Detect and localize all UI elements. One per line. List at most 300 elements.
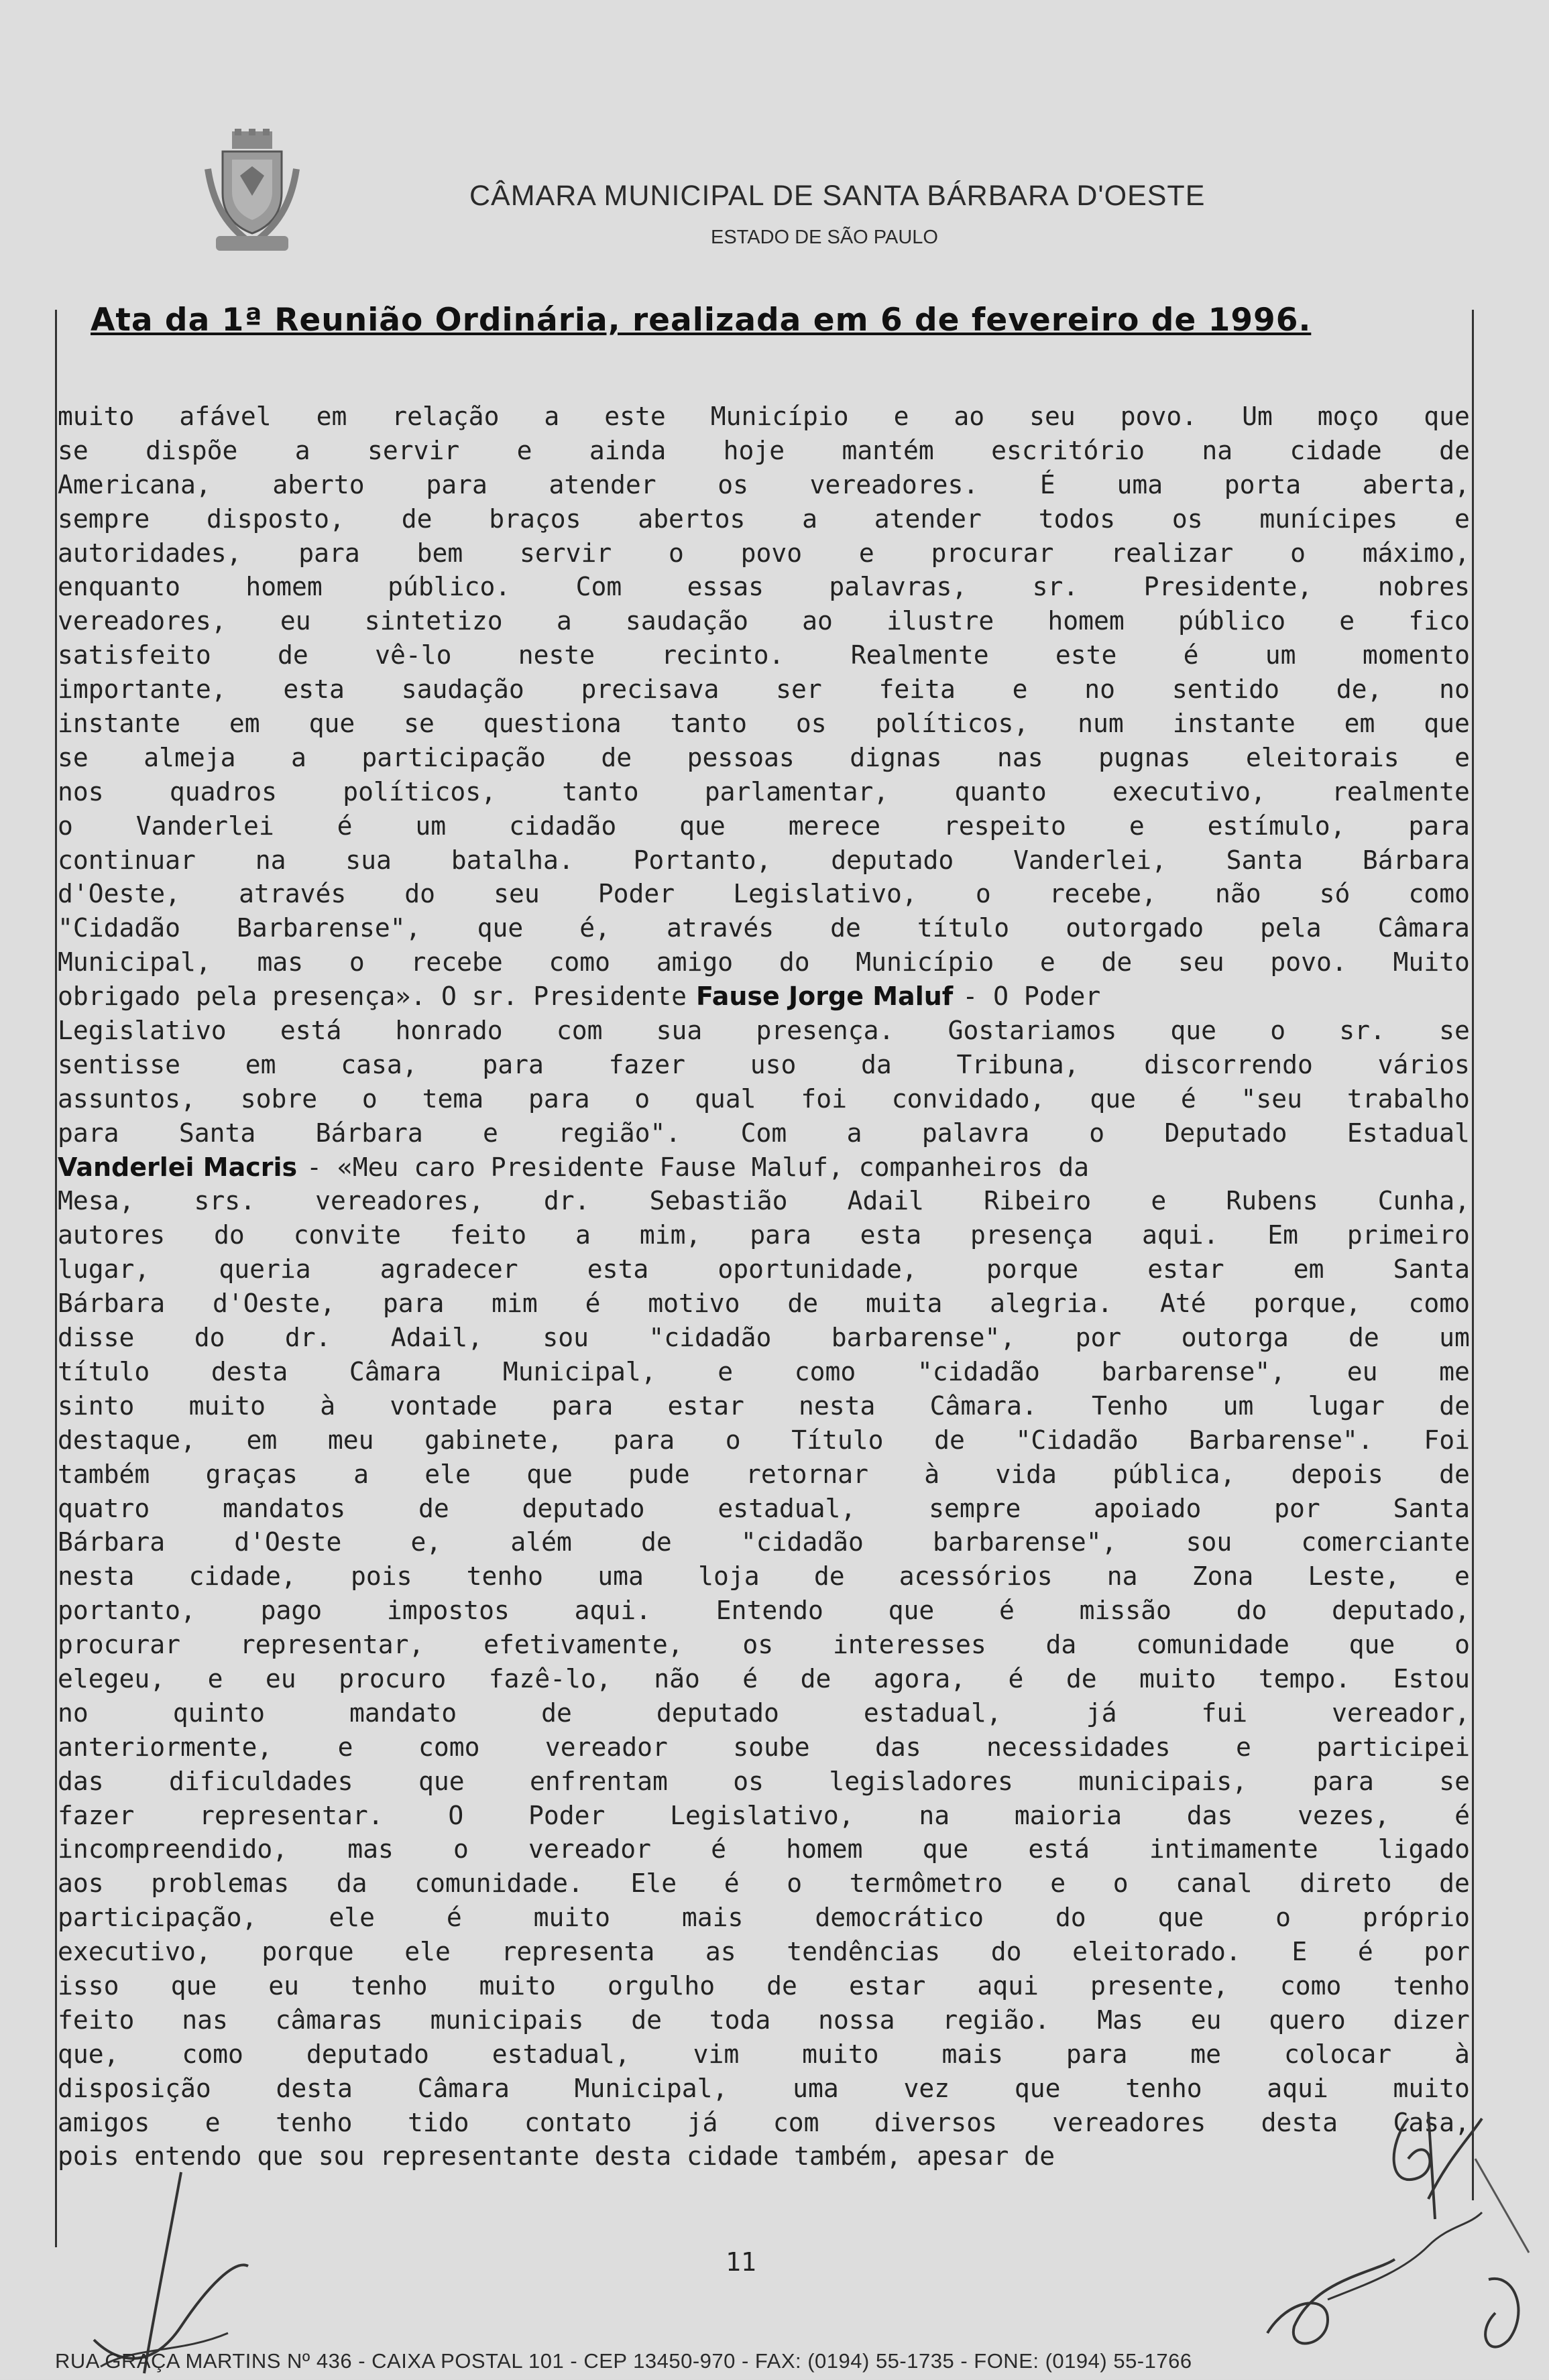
word: pois — [350, 1561, 412, 1592]
word: que, — [58, 2039, 119, 2069]
word: que — [170, 1970, 217, 2001]
word: não — [654, 1663, 700, 1693]
word: pago — [260, 1596, 323, 1626]
word: região". — [558, 1118, 681, 1148]
word: para — [58, 1118, 119, 1148]
word: intimamente — [1149, 1834, 1318, 1864]
word: relação — [392, 402, 500, 431]
word: está — [1028, 1834, 1090, 1864]
word: num — [1078, 709, 1124, 739]
word: é — [1180, 1083, 1196, 1114]
word: Bárbara — [58, 1289, 166, 1319]
word: Barbarense". — [1189, 1425, 1373, 1455]
word: de — [800, 1663, 831, 1693]
body-line — [58, 672, 1470, 707]
body-line — [58, 911, 1470, 945]
word: que — [1090, 1083, 1136, 1114]
word: mantém — [842, 435, 934, 465]
word: Até — [1160, 1289, 1206, 1319]
word: agora, — [873, 1663, 966, 1693]
word: Municipal, — [58, 947, 211, 977]
word: necessidades — [986, 1732, 1171, 1762]
word: por — [1075, 1323, 1122, 1353]
word: dr. — [284, 1323, 331, 1353]
word: satisfeito — [58, 640, 211, 670]
word: vereadores, — [315, 1186, 484, 1216]
body-line — [58, 775, 1470, 809]
word: que — [679, 811, 726, 841]
word: estímulo, — [1207, 811, 1346, 841]
word: mandato — [349, 1698, 457, 1728]
word: porque, — [1253, 1289, 1361, 1319]
minutes-body — [58, 400, 1470, 2174]
word: Casa, — [1393, 2107, 1470, 2137]
word: tenho — [351, 1970, 428, 2001]
word: o — [668, 538, 684, 568]
body-line — [58, 741, 1470, 775]
word: procuro — [339, 1663, 447, 1693]
word: para — [426, 469, 487, 499]
word: palavras, — [829, 572, 968, 602]
word: no — [58, 1698, 89, 1728]
word: nas — [996, 742, 1043, 772]
word: na — [919, 1800, 950, 1830]
word: homem — [1047, 606, 1125, 636]
word: amigo — [656, 947, 734, 977]
word: o — [1290, 538, 1306, 568]
word: o — [1270, 1016, 1286, 1046]
word: a — [846, 1118, 862, 1148]
word: missão — [1079, 1596, 1171, 1626]
word: Bárbara — [58, 1527, 166, 1557]
word: dizer — [1393, 2005, 1470, 2035]
body-line — [58, 1389, 1470, 1423]
word: Um — [1242, 402, 1273, 431]
word: que — [1424, 709, 1470, 739]
word: legisladores — [829, 1766, 1013, 1796]
word: à — [1454, 2039, 1470, 2069]
word: abertos — [638, 503, 746, 534]
word: é — [724, 1868, 740, 1899]
word: E — [1292, 1937, 1308, 1967]
word: Legislativo, — [670, 1800, 854, 1830]
word: Poder — [597, 879, 675, 909]
word: mais — [941, 2039, 1003, 2069]
word: uma — [793, 2073, 839, 2103]
word: pugnas — [1098, 742, 1191, 772]
word: da — [861, 1049, 892, 1079]
word: Poder — [528, 1800, 606, 1830]
word: mas — [347, 1834, 394, 1864]
word: das — [1186, 1800, 1233, 1830]
word: elegeu, — [58, 1663, 166, 1693]
word: também — [58, 1459, 150, 1489]
word: em — [1293, 1254, 1324, 1285]
word: em — [229, 709, 260, 739]
word: Barbarense", — [237, 913, 421, 943]
word: sinto — [58, 1390, 135, 1421]
word: região. — [942, 2005, 1050, 2035]
word: que — [418, 1766, 465, 1796]
word: atender — [874, 503, 982, 534]
word: Mas — [1097, 2005, 1143, 2035]
word: comunidade. — [414, 1868, 583, 1899]
word: eu — [268, 1970, 300, 2001]
word: de — [631, 2005, 662, 2035]
word: sempre — [929, 1493, 1021, 1523]
word: sua — [345, 845, 392, 875]
word: disposição — [58, 2073, 211, 2103]
page-number: 11 — [726, 2247, 756, 2277]
word: braços — [489, 503, 581, 534]
body-line — [58, 1765, 1470, 1799]
word: deputado, — [1332, 1596, 1470, 1626]
word: e — [205, 2107, 221, 2137]
word: Leste, — [1308, 1561, 1400, 1592]
word: só — [1319, 879, 1351, 909]
body-line — [58, 979, 1470, 1014]
word: de — [813, 1561, 845, 1592]
word: de — [1439, 1868, 1470, 1899]
word: é — [1454, 1800, 1470, 1830]
word: é — [446, 1903, 462, 1933]
word: acessórios — [899, 1561, 1053, 1592]
word: e — [718, 1356, 734, 1386]
word: tenho — [1393, 1970, 1470, 2001]
word: público. — [388, 572, 511, 602]
word: ao — [954, 402, 985, 431]
word: de — [418, 1493, 449, 1523]
word: representar, — [239, 1630, 424, 1660]
word: estadual, — [718, 1493, 856, 1523]
word: na — [1106, 1561, 1138, 1592]
word: muito — [188, 1390, 266, 1421]
word: de — [934, 1425, 965, 1455]
word: como — [418, 1732, 480, 1762]
word: bem — [416, 538, 463, 568]
word: desta — [1261, 2107, 1338, 2137]
word: a — [353, 1459, 369, 1489]
word: de — [830, 913, 861, 943]
word: através — [239, 879, 347, 909]
word: nossa — [818, 2005, 895, 2035]
word: ligado — [1377, 1834, 1470, 1864]
body-line — [58, 1525, 1470, 1559]
word: este — [1055, 640, 1117, 670]
word: se — [58, 435, 89, 465]
word: de — [1349, 1323, 1379, 1353]
word: Em — [1267, 1220, 1298, 1250]
word: Santa — [1393, 1254, 1470, 1285]
word: do — [1236, 1596, 1267, 1626]
word: canal — [1175, 1868, 1253, 1899]
word: se — [1439, 1016, 1470, 1046]
word: a — [556, 606, 572, 636]
word: nesta — [58, 1561, 135, 1592]
word: batalha. — [451, 845, 574, 875]
word: autoridades, — [58, 538, 242, 568]
word: quero — [1269, 2005, 1346, 2035]
word: eu — [265, 1663, 296, 1693]
word: continuar — [58, 845, 196, 875]
word: Município — [856, 947, 994, 977]
institution-name: CÂMARA MUNICIPAL DE SANTA BÁRBARA D'OESTE — [469, 180, 1206, 212]
body-line — [58, 1218, 1470, 1252]
word: vim — [693, 2039, 740, 2069]
word: que — [888, 1596, 935, 1626]
word: Santa — [1393, 1493, 1470, 1523]
word: mim, — [639, 1220, 701, 1250]
word: d'Oeste — [234, 1527, 342, 1557]
word: parlamentar, — [704, 776, 889, 807]
word: dificuldades — [169, 1766, 353, 1796]
word: de — [640, 1527, 672, 1557]
word: Realmente — [850, 640, 989, 670]
word: importante, — [58, 674, 227, 705]
word: do — [214, 1220, 245, 1250]
body-line-last: pois entendo que sou representante desta cidade também, apesar de — [58, 2141, 1055, 2171]
word: os — [1171, 503, 1203, 534]
word: para — [613, 1425, 675, 1455]
word: Câmara — [417, 2073, 510, 2103]
word: meu — [327, 1425, 374, 1455]
word: estar — [1147, 1254, 1224, 1285]
word: muito — [479, 1970, 556, 2001]
word: com — [772, 2107, 819, 2137]
word: mas — [257, 947, 304, 977]
word: das — [58, 1766, 104, 1796]
word: Foi — [1424, 1425, 1470, 1455]
word: de — [766, 1970, 797, 2001]
word: e — [1454, 503, 1470, 534]
word: por — [1274, 1493, 1320, 1523]
word: é — [742, 1663, 758, 1693]
body-line — [58, 1799, 1470, 1833]
word: e — [893, 402, 909, 431]
word: escritório — [991, 435, 1145, 465]
word: sr. — [1339, 1016, 1385, 1046]
word: ele — [424, 1459, 471, 1489]
word: se — [58, 742, 89, 772]
word: vereador, — [1332, 1698, 1470, 1728]
word: feita — [878, 674, 956, 705]
body-line — [58, 1457, 1470, 1492]
word: me — [1439, 1356, 1470, 1386]
word: aqui — [977, 1970, 1039, 2001]
word: convidado, — [891, 1083, 1045, 1114]
word: que — [477, 913, 524, 943]
body-line — [58, 877, 1470, 911]
word: esta — [283, 674, 345, 705]
word: em — [316, 402, 347, 431]
word: um — [1265, 640, 1296, 670]
word: está — [280, 1016, 342, 1046]
word: com — [556, 1016, 603, 1046]
word: porta — [1224, 469, 1302, 499]
word: casa, — [341, 1049, 418, 1079]
word: termômetro — [849, 1868, 1003, 1899]
word: democrático — [815, 1903, 984, 1933]
word: motivo — [648, 1289, 740, 1319]
word: porque — [986, 1254, 1079, 1285]
word: participação, — [58, 1903, 257, 1933]
word: fui — [1201, 1698, 1248, 1728]
word: Câmara — [349, 1356, 442, 1386]
body-line — [58, 2003, 1470, 2037]
word: um — [415, 811, 447, 841]
word: questiona — [483, 709, 622, 739]
word: de — [1066, 1663, 1097, 1693]
word: e — [1339, 606, 1355, 636]
word: já — [1086, 1698, 1117, 1728]
word: dr. — [543, 1186, 590, 1216]
word: ao — [802, 606, 833, 636]
word: um — [1439, 1323, 1470, 1353]
body-line — [58, 843, 1470, 878]
body-line — [58, 1423, 1470, 1457]
word: da — [1045, 1630, 1077, 1660]
word: o — [58, 811, 73, 841]
signature-right-icon — [1227, 2078, 1536, 2373]
word: vez — [903, 2073, 950, 2103]
word: os — [795, 709, 827, 739]
word: à — [320, 1390, 336, 1421]
word: de — [1439, 1459, 1470, 1489]
word: procurar — [58, 1630, 181, 1660]
word: oportunidade, — [718, 1254, 917, 1285]
word: sempre — [58, 503, 150, 534]
body-line — [58, 1628, 1470, 1662]
word: dispõe — [146, 435, 238, 465]
left-margin-rule — [55, 310, 57, 2247]
word: eleitorado. — [1072, 1937, 1241, 1967]
word: Rubens — [1226, 1186, 1318, 1216]
word: respeito — [943, 811, 1066, 841]
word: aberta, — [1362, 469, 1470, 499]
word: portanto, — [58, 1596, 196, 1626]
word: realizar — [1110, 538, 1234, 568]
word: de — [401, 503, 433, 534]
word: presença. — [756, 1016, 895, 1046]
word: orgulho — [607, 1970, 715, 2001]
word: afável — [179, 402, 272, 431]
body-line — [58, 638, 1470, 672]
word: é, — [579, 913, 610, 943]
word: quadros — [169, 776, 277, 807]
word: como — [794, 1356, 856, 1386]
word: participação — [361, 742, 546, 772]
word: munícipes — [1259, 503, 1398, 534]
word: por — [1424, 1937, 1470, 1967]
word: todos — [1038, 503, 1116, 534]
word: como — [1408, 1289, 1470, 1319]
word: momento — [1362, 640, 1470, 670]
word: que — [922, 1834, 969, 1864]
word: tenho — [466, 1561, 544, 1592]
word: a — [290, 742, 306, 772]
word: Gostariamos — [948, 1016, 1117, 1046]
word: ainda — [589, 435, 667, 465]
word: e — [207, 1663, 223, 1693]
word: nas — [182, 2005, 228, 2035]
word: estar — [848, 1970, 926, 2001]
word: Com — [575, 572, 622, 602]
word: incompreendido, — [58, 1834, 288, 1864]
word: para — [750, 1220, 811, 1250]
body-line — [58, 1082, 1470, 1116]
word: este — [604, 402, 666, 431]
body-line — [58, 707, 1470, 741]
word: e — [1454, 742, 1470, 772]
body-line — [58, 468, 1470, 502]
body-line — [58, 1355, 1470, 1389]
word: representar. — [199, 1800, 384, 1830]
word: palavra — [921, 1118, 1029, 1148]
word: Portanto, — [633, 845, 772, 875]
word: destaque, — [58, 1425, 196, 1455]
body-line — [58, 1287, 1470, 1321]
word: "cidadão — [740, 1527, 864, 1557]
word: saudação — [625, 606, 748, 636]
word: lugar, — [58, 1254, 150, 1285]
word: alegria. — [990, 1289, 1113, 1319]
body-line — [58, 1866, 1470, 1901]
word: sobre — [240, 1083, 318, 1114]
word: tanto — [670, 709, 747, 739]
word: moço — [1317, 402, 1379, 431]
word: municipais, — [1078, 1766, 1247, 1796]
word: das — [875, 1732, 921, 1762]
word: próprio — [1362, 1903, 1470, 1933]
word: título — [917, 913, 1010, 943]
word: as — [705, 1937, 736, 1967]
body-line — [58, 434, 1470, 468]
word: "seu — [1241, 1083, 1303, 1114]
word: deputado — [831, 845, 954, 875]
word: foi — [801, 1083, 847, 1114]
word: e — [1151, 1186, 1167, 1216]
word: vereador — [544, 1732, 668, 1762]
word: isso — [58, 1970, 119, 2001]
word: servir — [519, 538, 612, 568]
word: primeiro — [1346, 1220, 1470, 1250]
word: Adail, — [390, 1323, 483, 1353]
word: aos — [58, 1868, 104, 1899]
word: à — [924, 1459, 940, 1489]
word: ele — [329, 1903, 375, 1933]
word: retornar — [745, 1459, 868, 1489]
word: se — [404, 709, 435, 739]
word: vida — [995, 1459, 1057, 1489]
word: Estou — [1393, 1663, 1470, 1693]
word: do — [404, 879, 436, 909]
body-line — [58, 1696, 1470, 1730]
word: vezes, — [1298, 1800, 1390, 1830]
word: direto — [1300, 1868, 1392, 1899]
word: seu — [494, 879, 540, 909]
word: Tenho — [1092, 1390, 1169, 1421]
word: como — [1408, 879, 1470, 909]
word: tempo. — [1258, 1663, 1351, 1693]
word: o — [787, 1868, 803, 1899]
word: comunidade — [1136, 1630, 1289, 1660]
word: é — [1357, 1937, 1373, 1967]
word: agradecer — [380, 1254, 518, 1285]
word: Câmara. — [929, 1390, 1037, 1421]
body-line — [58, 1252, 1470, 1287]
line-text: obrigado pela presença». O sr. Presidente — [58, 981, 687, 1012]
word: Ribeiro — [984, 1186, 1092, 1216]
